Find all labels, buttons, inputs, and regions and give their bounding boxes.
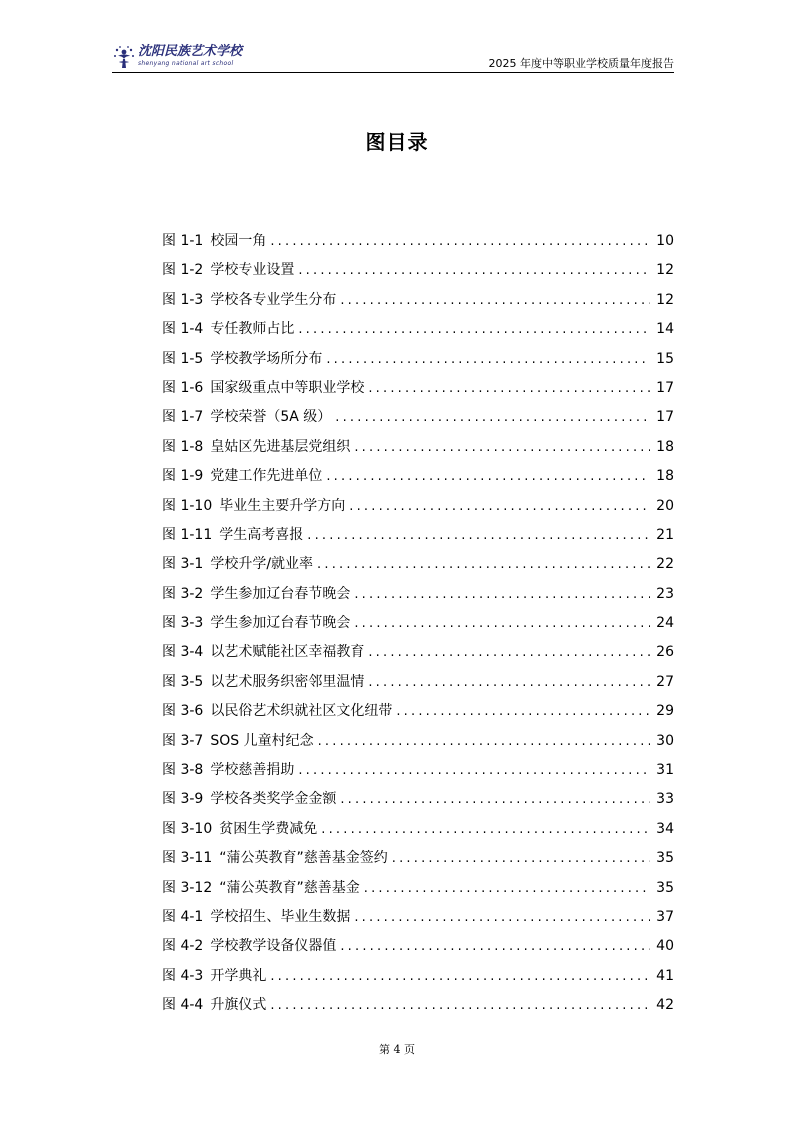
figure-title: 贫困生学费减免 [219, 820, 318, 837]
page-number: 第 4 页 [379, 1043, 415, 1056]
figure-title: 学校招生、毕业生数据 [210, 908, 351, 925]
figure-title: 学校专业设置 [210, 262, 295, 279]
toc-entry-label [162, 697, 392, 726]
figure-number: 图 3-12 [162, 879, 213, 896]
dot-leader [392, 844, 650, 873]
toc-entry-label [162, 550, 313, 579]
page-ref: 18 [656, 468, 674, 485]
toc-entry-label [162, 256, 294, 285]
toc-entry-label [162, 286, 336, 315]
toc-entry[interactable] [162, 727, 674, 756]
toc-entry-label [162, 609, 350, 638]
toc-entry[interactable] [162, 991, 674, 1020]
page-ref: 15 [656, 350, 674, 367]
dot-leader [354, 903, 650, 932]
toc-entry[interactable] [162, 697, 674, 726]
page-ref: 17 [656, 379, 674, 396]
toc-entry-label [162, 962, 266, 991]
figure-number: 图 3-2 [162, 585, 204, 602]
toc-entry-label [162, 727, 314, 756]
toc-entry[interactable] [162, 785, 674, 814]
figure-title: “蒲公英教育”慈善基金签约 [219, 850, 388, 867]
figure-title: 学校荣誉（5A 级） [210, 409, 332, 426]
logo-english-name: shenyang national art school [138, 60, 234, 67]
page-ref: 41 [656, 967, 674, 984]
page-ref: 23 [656, 585, 674, 602]
figure-number: 图 3-8 [162, 762, 204, 779]
toc-entry[interactable] [162, 521, 674, 550]
toc-entry-label [162, 345, 322, 374]
figure-number: 图 3-10 [162, 820, 213, 837]
toc-entry-label [162, 492, 345, 521]
toc-entry[interactable] [162, 550, 674, 579]
dot-leader [326, 462, 650, 491]
figure-number: 图 1-6 [162, 379, 204, 396]
figure-title: 毕业生主要升学方向 [219, 497, 346, 514]
dot-leader [354, 433, 650, 462]
page-ref: 29 [656, 703, 674, 720]
figure-title: 校园一角 [210, 233, 267, 249]
page-ref: 31 [656, 762, 674, 779]
dot-leader [307, 521, 650, 550]
dot-leader [354, 580, 650, 609]
toc-entry-label [162, 433, 350, 462]
figure-title: 国家级重点中等职业学校 [210, 379, 365, 396]
report-title: 2025 年度中等职业学校质量年度报告 [488, 57, 674, 70]
figure-number: 图 4-3 [162, 967, 204, 984]
toc-entry[interactable] [162, 815, 674, 844]
figure-number: 图 4-2 [162, 938, 204, 955]
toc-entry[interactable] [162, 315, 674, 344]
dot-leader [340, 785, 650, 814]
figure-title: 学校各类奖学金金额 [210, 791, 337, 808]
toc-entry-label [162, 874, 360, 903]
figure-title: 以艺术赋能社区幸福教育 [210, 644, 365, 661]
figure-number: 图 3-7 [162, 732, 204, 749]
dot-leader [326, 345, 650, 374]
toc-entry[interactable] [162, 609, 674, 638]
school-logo [112, 44, 242, 70]
page-ref: 27 [656, 673, 674, 690]
figure-title: 学校各专业学生分布 [210, 291, 337, 308]
toc-entry[interactable] [162, 903, 674, 932]
figure-title: 皇姑区先进基层党组织 [210, 438, 351, 455]
page-ref: 37 [656, 908, 674, 925]
page-ref: 18 [656, 438, 674, 455]
toc-entry-label [162, 462, 322, 491]
figure-title: 学生高考喜报 [219, 526, 304, 543]
figure-number: 图 1-7 [162, 409, 204, 426]
toc-entry[interactable] [162, 433, 674, 462]
page-ref: 42 [656, 997, 674, 1014]
page-ref: 26 [656, 644, 674, 661]
figure-title: 学校升学/就业率 [210, 556, 314, 573]
toc-entry[interactable] [162, 374, 674, 403]
figure-title: 升旗仪式 [210, 997, 267, 1014]
page-ref: 34 [656, 820, 674, 837]
toc-entry[interactable] [162, 668, 674, 697]
toc-entry[interactable] [162, 403, 674, 432]
dot-leader [318, 727, 650, 756]
figure-number: 图 4-1 [162, 908, 204, 925]
figure-number: 图 3-11 [162, 850, 213, 867]
page-ref: 33 [656, 791, 674, 808]
toc-entry-label [162, 756, 294, 785]
page-ref: 35 [656, 850, 674, 867]
toc-entry-label [162, 903, 350, 932]
dot-leader [349, 492, 650, 521]
toc-entry-label [162, 374, 364, 403]
dot-leader [298, 256, 650, 285]
toc-entry[interactable] [162, 462, 674, 491]
logo-chinese-name: 沈阳民族艺术学校 [138, 44, 243, 59]
page-header [112, 40, 674, 73]
page-ref: 21 [656, 526, 674, 543]
toc-entry-label [162, 785, 336, 814]
figure-number: 图 1-11 [162, 526, 213, 543]
toc-entry-label [162, 580, 350, 609]
figure-title: SOS 儿童村纪念 [210, 732, 314, 749]
toc-entry[interactable] [162, 932, 674, 961]
dot-leader [335, 403, 650, 432]
toc-entry-label [162, 668, 364, 697]
figure-number: 图 1-4 [162, 321, 204, 338]
page-ref: 10 [656, 233, 674, 249]
figure-number: 图 1-2 [162, 262, 204, 279]
toc-entry[interactable] [162, 638, 674, 667]
dot-leader [270, 227, 650, 256]
figure-number: 图 1-1 [162, 233, 204, 249]
toc-entry[interactable] [162, 345, 674, 374]
page-ref: 14 [656, 321, 674, 338]
figure-number: 图 3-4 [162, 644, 204, 661]
dot-leader [364, 874, 650, 903]
toc-entry[interactable] [162, 756, 674, 785]
toc-entry[interactable] [162, 962, 674, 991]
page-ref: 22 [656, 556, 674, 573]
figure-number: 图 1-3 [162, 291, 204, 308]
dot-leader [317, 550, 650, 579]
page-ref: 40 [656, 938, 674, 955]
dot-leader [340, 932, 650, 961]
dot-leader [368, 638, 650, 667]
toc-entry[interactable] [162, 580, 674, 609]
toc-entry[interactable] [162, 874, 674, 903]
dot-leader [368, 374, 650, 403]
dot-leader [396, 697, 650, 726]
figure-number: 图 3-3 [162, 615, 204, 632]
figure-title: 以艺术服务织密邻里温情 [210, 673, 365, 690]
toc-entry[interactable] [162, 256, 674, 285]
figure-list [162, 227, 674, 1021]
figure-title: 学校教学场所分布 [210, 350, 323, 367]
figure-number: 图 1-8 [162, 438, 204, 455]
toc-entry-label [162, 315, 294, 344]
figure-title: 专任教师占比 [210, 321, 295, 338]
page-ref: 17 [656, 409, 674, 426]
figure-title: 学校慈善捐助 [210, 762, 295, 779]
page-ref: 12 [656, 291, 674, 308]
figure-number: 图 3-6 [162, 703, 204, 720]
school-emblem-icon [112, 44, 136, 70]
page-title: 图目录 [365, 130, 429, 154]
figure-number: 图 1-9 [162, 468, 204, 485]
page-ref: 24 [656, 615, 674, 632]
dot-leader [340, 286, 650, 315]
toc-entry[interactable] [162, 286, 674, 315]
figure-number: 图 1-5 [162, 350, 204, 367]
figure-title: 学生参加辽台春节晚会 [210, 585, 351, 602]
figure-number: 图 3-1 [162, 556, 204, 573]
page-ref: 20 [656, 497, 674, 514]
toc-entry-label [162, 991, 266, 1020]
toc-entry-label [162, 227, 266, 256]
toc-entry-label [162, 403, 331, 432]
toc-entry-label [162, 844, 388, 873]
figure-title: 学校教学设备仪器值 [210, 938, 337, 955]
dot-leader [354, 609, 650, 638]
page-ref: 35 [656, 879, 674, 896]
page-ref: 12 [656, 262, 674, 279]
dot-leader [270, 962, 650, 991]
toc-entry-label [162, 521, 303, 550]
figure-title: 学生参加辽台春节晚会 [210, 615, 351, 632]
page-ref: 30 [656, 732, 674, 749]
dot-leader [298, 315, 650, 344]
toc-entry[interactable] [162, 492, 674, 521]
figure-number: 图 4-4 [162, 997, 204, 1014]
dot-leader [298, 756, 650, 785]
figure-title: 开学典礼 [210, 967, 267, 984]
figure-number: 图 3-9 [162, 791, 204, 808]
toc-entry-label [162, 638, 364, 667]
figure-number: 图 1-10 [162, 497, 213, 514]
toc-entry-label [162, 932, 336, 961]
figure-title: 党建工作先进单位 [210, 468, 323, 485]
figure-number: 图 3-5 [162, 673, 204, 690]
toc-entry-label [162, 815, 317, 844]
dot-leader [270, 991, 650, 1020]
dot-leader [321, 815, 650, 844]
dot-leader [368, 668, 650, 697]
toc-entry[interactable] [162, 844, 674, 873]
toc-entry[interactable] [162, 227, 674, 256]
figure-title: 以民俗艺术织就社区文化纽带 [210, 703, 393, 720]
figure-title: “蒲公英教育”慈善基金 [219, 879, 360, 896]
